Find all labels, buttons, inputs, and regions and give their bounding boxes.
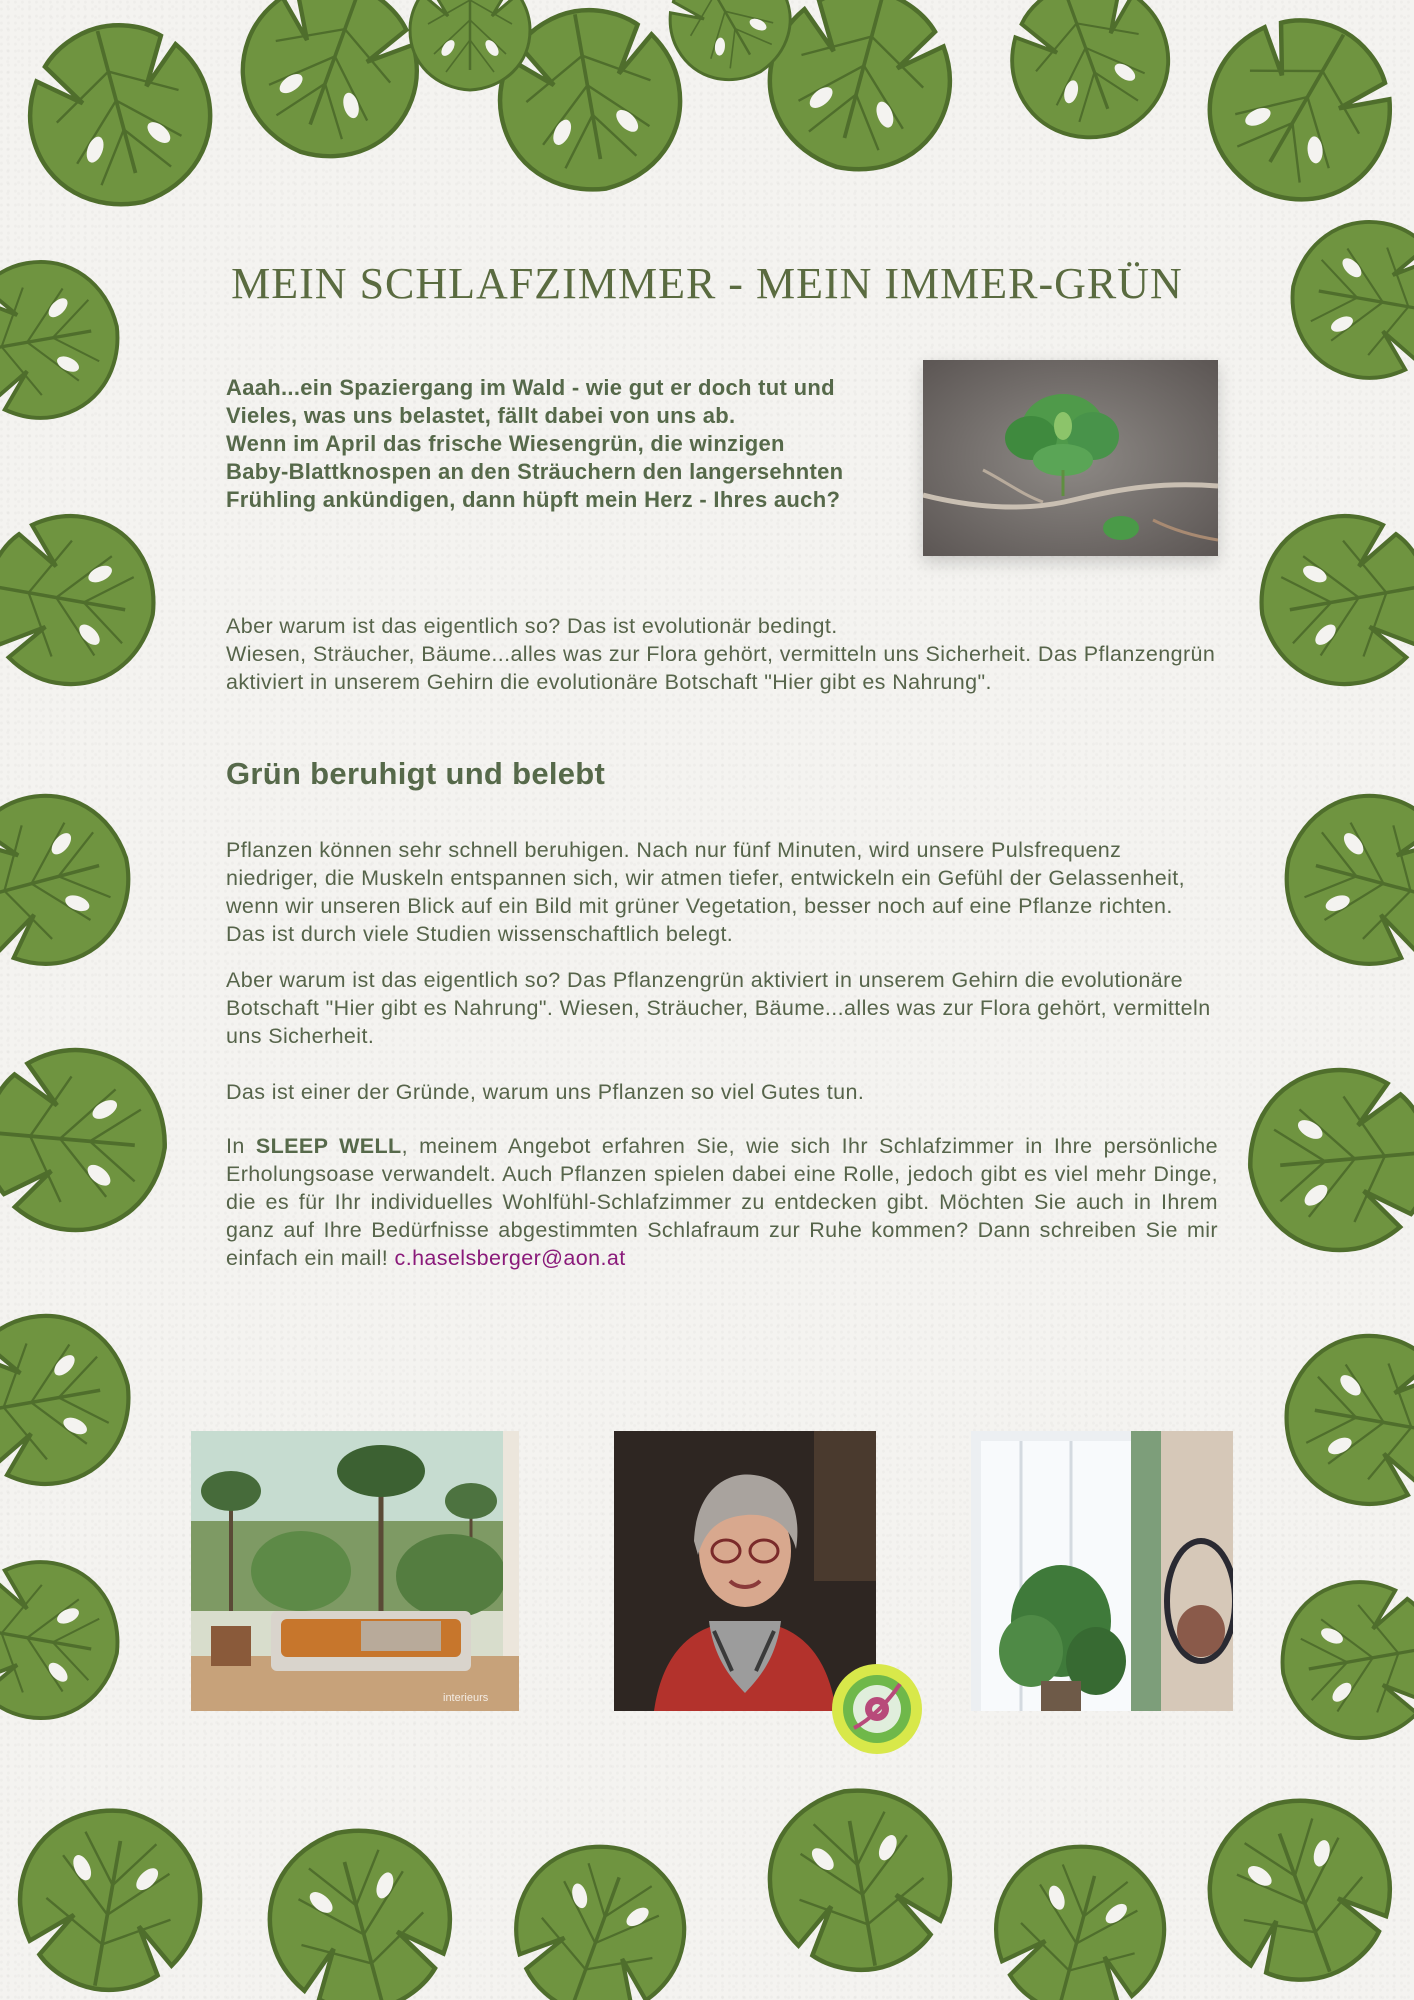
jungle-bedroom-photo — [191, 1431, 519, 1711]
paragraph-sleep-well-offer — [226, 1132, 1218, 1272]
offer-text: , meinem Angebot erfahren Sie, wie sich Ihr Schlafzimmer in Ihre persönliche Erholungsoase verwandelt. Auch Pflanzen spielen dabei eine Rolle, jedoch gibt es viel mehr Dinge, die es für Ihr individuelles Wohlfühl-Schlafzimmer zu entdecken gibt. Möchten Sie auch in Ihrem ganz auf Ihre Bedürfnisse abgestimmten Schlafraum zur Ruhe kommen? Dann schreiben Sie mir einfach ein mail! — [226, 1134, 1218, 1270]
offer-text-start: In — [226, 1134, 256, 1158]
paragraph-line: Aber warum ist das eigentlich so? Das ist evolutionär bedingt. — [226, 614, 838, 638]
window-plants-photo — [971, 1431, 1233, 1711]
intro-line: Aaah...ein Spaziergang im Wald - wie gut er doch tut und — [226, 375, 835, 400]
paragraph-why: Aber warum ist das eigentlich so? Das Pflanzengrün aktiviert in unserem Gehirn die evolutionäre Botschaft "Hier gibt es Nahrung". Wiesen, Sträucher, Bäume...alles was zur Flora gehört, vermitteln uns Sicherheit. — [226, 968, 1211, 1048]
section-heading: Grün beruhigt und belebt — [226, 756, 606, 791]
paragraph-line: Wiesen, Sträucher, Bäume...alles was zur Flora gehört, vermitteln uns Sicherheit. Das Pflanzengrün aktiviert in unserem Gehirn die evolutionäre Botschaft "Hier gibt es Nahrung". — [226, 642, 1216, 694]
intro-line: Wenn im April das frische Wiesengrün, die winzigen — [226, 431, 785, 456]
brand-logo — [830, 1662, 924, 1756]
sleep-well-brand: SLEEP WELL — [255, 1134, 402, 1158]
leaf-sprout-photo — [923, 360, 1218, 556]
intro-line: Vieles, was uns belastet, fällt dabei von uns ab. — [226, 403, 736, 428]
paragraph-evolution — [226, 612, 1218, 696]
paragraph-reasons: Das ist einer der Gründe, warum uns Pflanzen so viel Gutes tun. — [226, 1080, 865, 1104]
watermark: interieurs — [443, 1692, 489, 1704]
intro-line: Baby-Blattknospen an den Sträuchern den langersehnten — [226, 459, 844, 484]
intro-text — [226, 374, 906, 514]
intro-line: Frühling ankündigen, dann hüpft mein Herz - Ihres auch? — [226, 487, 841, 512]
email-link[interactable]: c.haselsberger@aon.at — [394, 1246, 626, 1270]
paragraph-calming: Pflanzen können sehr schnell beruhigen. Nach nur fünf Minuten, wird unsere Pulsfrequenz niedriger, die Muskeln entspannen sich, wir atmen tiefer, entwickeln ein Gefühl der Gelassenheit, wenn wir unseren Blick auf ein Bild mit grüner Vegetation, besser noch auf eine Pflanze richten. Das ist durch viele Studien wissenschaftlich belegt. — [226, 838, 1186, 946]
page-title: MEIN SCHLAFZIMMER - MEIN IMMER-GRÜN — [231, 259, 1183, 308]
